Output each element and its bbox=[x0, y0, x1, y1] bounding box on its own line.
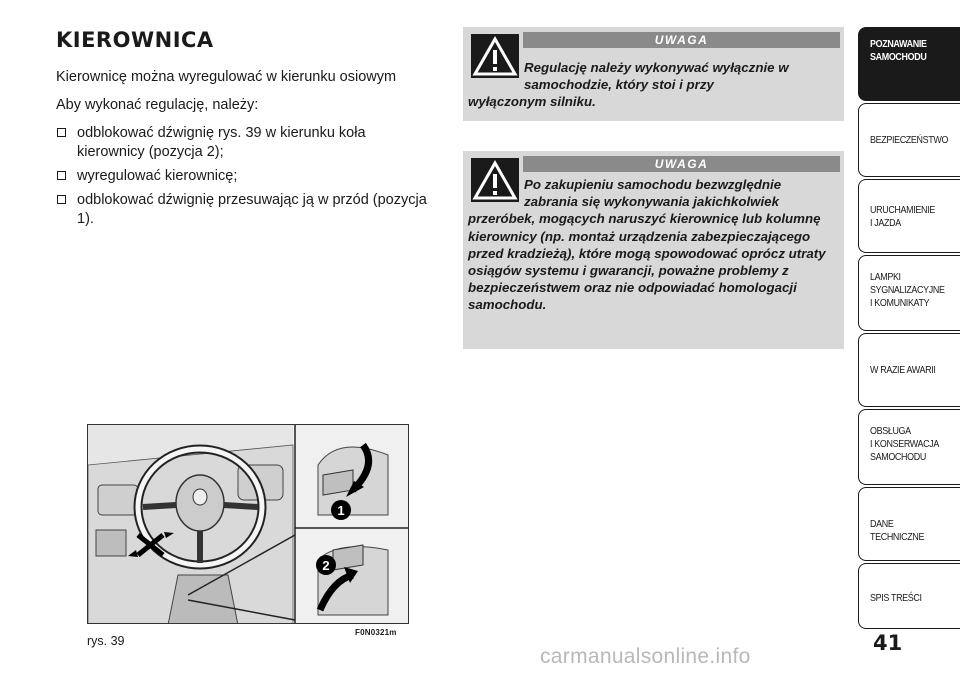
figure-caption: rys. 39 bbox=[87, 634, 125, 648]
step-3 bbox=[56, 191, 436, 229]
intro-line-2: Aby wykonać regulację, należy: bbox=[56, 97, 259, 113]
steering-wheel-drawing bbox=[88, 425, 409, 624]
tab-dane-techniczne[interactable]: DANE TECHNICZNE bbox=[858, 487, 960, 561]
step-2-text: wyregulować kierownicę; bbox=[77, 168, 238, 184]
figure-steering-wheel-illustration bbox=[87, 424, 409, 624]
section-title: KIEROWNICA bbox=[56, 28, 214, 52]
intro-line-1: Kierownicę można wyregulować w kierunku osiowym bbox=[56, 69, 397, 85]
checkbox-bullet-icon bbox=[57, 171, 66, 180]
step-1-text: odblokować dźwignię rys. 39 w kierunku koła kierownicy (pozycja 2); bbox=[77, 125, 366, 160]
warning-text-rest: przeróbek, mogących naruszyć kierownicę lub kolumnę kierownicy (np. montaż urządzenia zabezpieczającego przed kradzieżą), które mogą spowodować oprócz utraty osiągów systemu i gwarancji, poważne problemy z bezpieczeństwem oraz nie odpowiadać homologacji samochodu. bbox=[468, 211, 826, 313]
checkbox-bullet-icon bbox=[57, 195, 66, 204]
tab-spis-tresci[interactable]: SPIS TREŚCI bbox=[858, 563, 960, 629]
checkbox-bullet-icon bbox=[57, 128, 66, 137]
tab-poznawanie-samochodu[interactable]: POZNAWANIE SAMOCHODU bbox=[858, 27, 960, 101]
figure-label-2: 2 bbox=[322, 558, 330, 573]
warning-heading: UWAGA bbox=[523, 32, 840, 48]
step-1 bbox=[56, 124, 436, 162]
step-2 bbox=[56, 167, 436, 186]
tab-uruchamienie-i-jazda[interactable]: URUCHAMIENIE I JAZDA bbox=[858, 179, 960, 253]
warning-text bbox=[468, 176, 838, 314]
step-3-text: odblokować dźwignię przesuwając ją w przód (pozycja 1). bbox=[77, 192, 427, 227]
warning-box-1 bbox=[463, 27, 844, 121]
tab-lampki-sygnalizacyjne[interactable]: LAMPKI SYGNALIZACYJNE I KOMUNIKATY bbox=[858, 255, 960, 331]
page-number: 41 bbox=[873, 631, 903, 655]
body-text bbox=[56, 68, 436, 234]
tab-bezpieczenstwo[interactable]: BEZPIECZEŃSTWO bbox=[858, 103, 960, 177]
figure-code: F0N0321m bbox=[355, 628, 397, 637]
figure-label-1: 1 bbox=[337, 503, 345, 518]
watermark: carmanualsonline.info bbox=[540, 645, 751, 668]
warning-text-lead: Po zakupieniu samochodu bezwzględnie zabrania się wykonywania jakichkolwiek bbox=[524, 177, 782, 210]
warning-text bbox=[468, 59, 838, 111]
warning-text-lead: Regulację należy wykonywać wyłącznie w samochodzie, który stoi i przy bbox=[524, 60, 789, 93]
tab-w-razie-awarii[interactable]: W RAZIE AWARII bbox=[858, 333, 960, 407]
warning-text-rest: wyłączonym silniku. bbox=[468, 94, 596, 110]
warning-heading: UWAGA bbox=[523, 156, 840, 172]
tab-obsluga-i-konserwacja[interactable]: OBSŁUGA I KONSERWACJA SAMOCHODU bbox=[858, 409, 960, 485]
warning-box-2 bbox=[463, 151, 844, 349]
